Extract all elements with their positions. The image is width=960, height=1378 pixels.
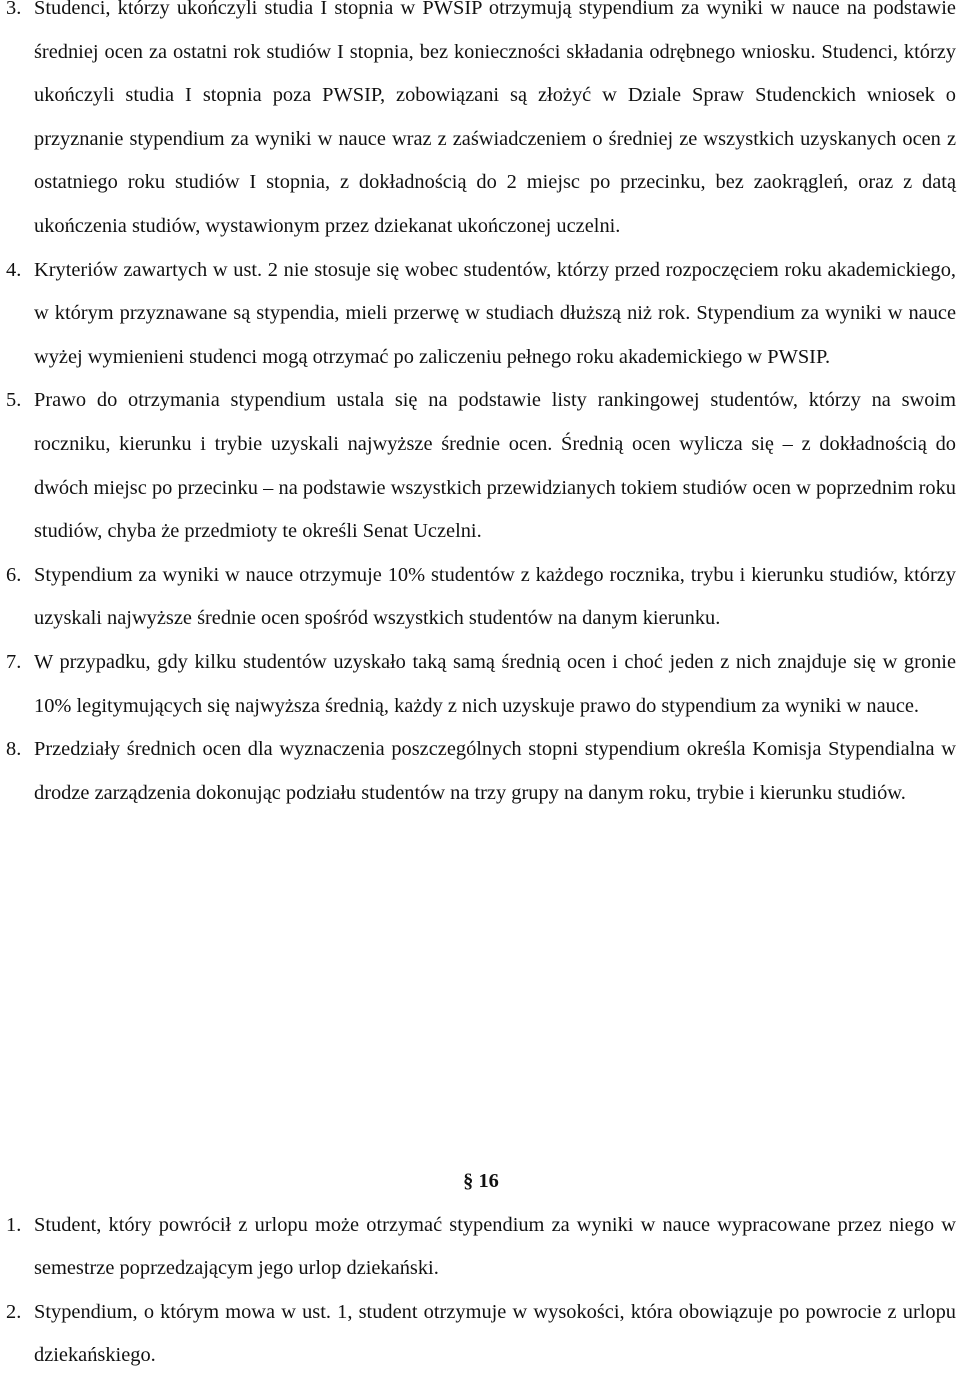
item-text: Stypendium za wyniki w nauce otrzymuje 10% studentów z każdego rocznika, trybu i kierunku studiów, którzy uzyskali najwyższe średnie ocen spośród wszystkich studentów na danym kierunku.: [34, 563, 956, 630]
item-text: Stypendium, o którym mowa w ust. 1, student otrzymuje w wysokości, która obowiązuje po powrocie z urlopu dziekańskiego.: [34, 1300, 956, 1367]
item-number: 3.: [6, 0, 22, 19]
list-item: [6, 0, 956, 249]
item-number: 1.: [6, 1213, 22, 1236]
item-number: 4.: [6, 258, 22, 281]
item-text: Student, który powrócił z urlopu może otrzymać stypendium za wyniki w nauce wypracowane przez niego w semestrze poprzedzającym jego urlop dziekański.: [34, 1213, 956, 1280]
item-text: Studenci, którzy ukończyli studia I stopnia w PWSIP otrzymują stypendium za wyniki w nauce na podstawie średniej ocen za ostatni rok studiów I stopnia, bez konieczności składania odrębnego wniosku. Studenci, którzy ukończyli studia I stopnia poza PWSIP, zobowiązani są złożyć w Dziale Spraw Studenckich wniosek o przyznanie stypendium za wyniki w nauce wraz z zaświadczeniem o średniej ze wszystkich uzyskanych ocen z ostatniego roku studiów I stopnia, z dokładnością do 2 miejsc po przecinku, bez zaokrągleń, oraz z datą ukończenia studiów, wystawionym przez dziekanat ukończonej uczelni.: [34, 0, 956, 237]
item-number: 5.: [6, 389, 22, 412]
list-item: [6, 641, 956, 728]
item-number: 7.: [6, 650, 22, 673]
list-item: [6, 1291, 956, 1378]
item-text: Kryteriów zawartych w ust. 2 nie stosuje się wobec studentów, którzy przed rozpoczęciem roku akademickiego, w którym przyznawane są stypendia, mieli przerwę w studiach dłuższą niż rok. Stypendium za wyniki w nauce wyżej wymienieni studenci mogą otrzymać po zaliczeniu pełnego roku akademickiego w PWSIP.: [34, 258, 956, 368]
item-number: 8.: [6, 738, 22, 761]
section-16: [6, 1160, 956, 1378]
item-number: 2.: [6, 1300, 22, 1323]
section-15-continued: [6, 0, 956, 815]
list-item: [6, 728, 956, 815]
item-text: Przedziały średnich ocen dla wyznaczenia poszczególnych stopni stypendium określa Komisja Stypendialna w drodze zarządzenia dokonując podziału studentów na trzy grupy na danym roku, trybie i kierunku studiów.: [34, 738, 956, 804]
list-item: [6, 249, 956, 380]
item-number: 6.: [6, 563, 22, 586]
list-item: [6, 1204, 956, 1291]
list-item: [6, 379, 956, 553]
item-text: W przypadku, gdy kilku studentów uzyskało taką samą średnią ocen i choć jeden z nich znajduje się w gronie 10% legitymujących się najwyższa średnią, każdy z nich uzyskuje prawo do stypendium za wyniki w nauce.: [34, 650, 956, 717]
section-heading: § 16: [463, 1170, 499, 1192]
list-item: [6, 554, 956, 641]
item-text: Prawo do otrzymania stypendium ustala się na podstawie listy rankingowej studentów, którzy na swoim roczniku, kierunku i trybie uzyskali najwyższe średnie ocen. Średnią ocen wylicza się – z dokładnością do dwóch miejsc po przecinku – na podstawie wszystkich przewidzianych tokiem studiów ocen w poprzednim roku studiów, chyba że przedmioty te określi Senat Uczelni.: [34, 389, 956, 543]
